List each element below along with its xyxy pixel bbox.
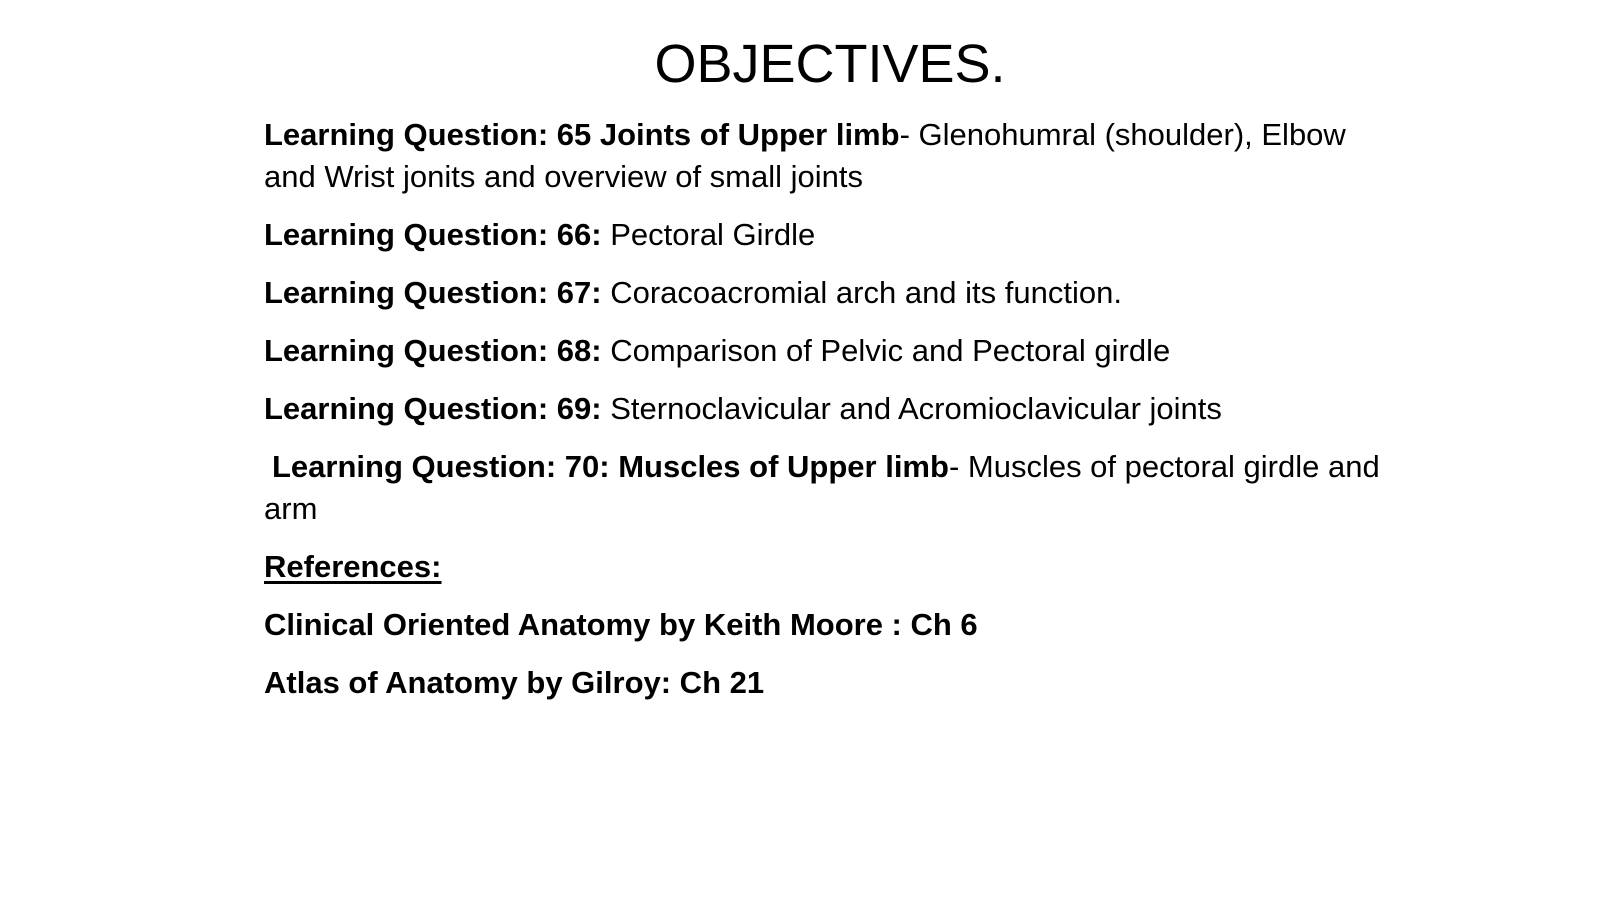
objective-68 <box>264 330 1384 372</box>
objective-label: Learning Question: 68: <box>264 333 602 368</box>
objective-text: Sternoclavicular and Acromioclavicular joints <box>601 391 1222 426</box>
objective-text: - Glenohumral (shoulder), Elbow and Wrist jonits and overview of small joints <box>264 117 1346 194</box>
objective-label: Learning Question: 65 Joints of Upper limb <box>264 117 900 152</box>
slide-content <box>264 114 1384 720</box>
reference-moore: Clinical Oriented Anatomy by Keith Moore : Ch 6 <box>264 607 978 642</box>
objective-label: Learning Question: 66: <box>264 217 602 252</box>
references-heading: References: <box>264 549 442 584</box>
reference-gilroy: Atlas of Anatomy by Gilroy: Ch 21 <box>264 665 765 700</box>
objective-label: Learning Question: 69: <box>264 391 602 426</box>
objective-66 <box>264 214 1384 256</box>
objective-label: Learning Question: 67: <box>264 275 602 310</box>
slide-title: OBJECTIVES. <box>654 34 1006 94</box>
objective-text: - Muscles of pectoral girdle and arm <box>264 449 1380 526</box>
references-heading-line <box>264 546 1384 588</box>
objective-text: Pectoral Girdle <box>601 217 816 252</box>
objective-65 <box>264 114 1384 198</box>
objective-69 <box>264 388 1384 430</box>
objective-70 <box>264 446 1384 530</box>
objective-label: Learning Question: 70: Muscles of Upper limb <box>272 449 949 484</box>
objective-text: Comparison of Pelvic and Pectoral girdle <box>601 333 1171 368</box>
objective-text: Coracoacromial arch and its function. <box>601 275 1122 310</box>
objective-67 <box>264 272 1384 314</box>
